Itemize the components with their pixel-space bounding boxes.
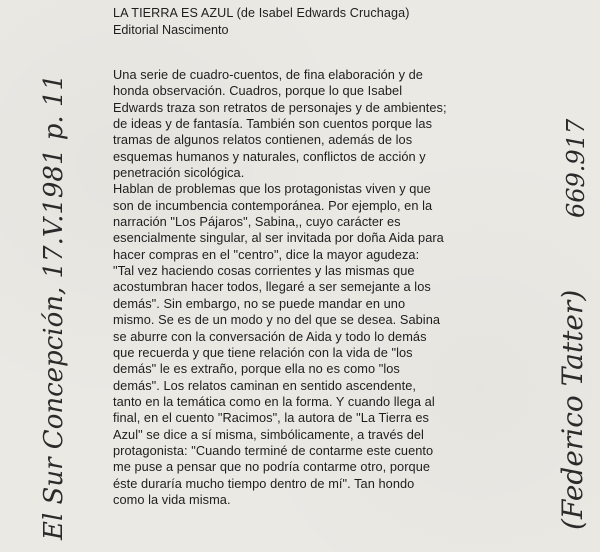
paragraph-2 [113,181,508,508]
left-note-text: El Sur Concepción, 17.V.1981 p. 11 [39,73,69,540]
body-line: Edwards traza son retratos de personajes y de ambientes; [113,99,447,115]
right-margin-author [556,290,589,530]
paragraph-1 [113,67,508,181]
body-line: son de incumbencia contemporánea. Por ejemplo, en la [113,197,433,213]
body-line: demás". Los relatos caminan en sentido ascendente, [113,377,416,393]
body-line: esquemas humanos y naturales, conflictos de acción y [113,148,426,164]
body-line: Hablan de problemas que los protagonistas viven y que [113,181,431,197]
body-line: éste duraría mucho tiempo dentro de mí". Tan hondo [113,475,415,491]
clipping-article [113,5,508,508]
article-publisher: Editorial Nascimento [113,23,229,37]
body-line: demás" le es extraño, porque ella no es como "los [113,361,400,377]
catalog-number-handwritten: 669.917 [562,118,590,218]
body-line: "Tal vez haciendo cosas corrientes y las mismas que [113,263,415,279]
body-line: Azul" se dice a sí misma, simbólicamente, a través del [113,426,424,442]
body-line: Una serie de cuadro-cuentos, de fina elaboración y de [113,67,423,82]
body-line: me puse a pensar que no podría contarme otro, porque [113,459,431,475]
body-line: de ideas y de fantasía. También son cuentos porque las [113,116,433,132]
article-title: LA TIERRA ES AZUL (de Isabel Edwards Cruchaga) [113,6,410,20]
body-line: tramas de algunos relatos contienen, además de los [113,132,413,148]
left-margin-note [39,74,69,541]
body-line: demás". Sin embargo, no se puede mandar en uno [113,295,406,311]
body-line: que recuerda y que tiene relación con la vida de "los [113,344,413,360]
body-line: acostumbran hacer todos, llegaré a ser semejante a los [113,279,431,295]
body-line: narración "Los Pájaros", Sabina,, cuyo carácter es [113,214,401,230]
body-line: final, en el cuento "Racimos", la autora de "La Tierra es [113,410,429,426]
article-body [113,67,508,508]
body-line: tanto en la temática como en la forma. Y cuando llega al [113,393,435,409]
body-line: hacer compras en el "centro", dice la mayor agudeza: [113,246,420,262]
body-line: penetración sicológica. [113,165,245,181]
right-margin-number [562,118,590,218]
body-line: esencialmente singular, al ser invitada por doña Aida para [113,230,444,246]
author-name-handwritten: (Federico Tatter) [556,289,589,530]
body-line: mismo. Se es de un modo y no del que se desea. Sabina [113,312,441,328]
body-line: protagonista: "Cuando terminé de contarme este cuento [113,442,434,458]
body-line: se aburre con la conversación de Aida y todo lo demás [113,328,427,344]
body-line: honda observación. Cuadros, porque lo que Isabel [113,83,403,99]
body-line: como la vida misma. [113,491,231,507]
